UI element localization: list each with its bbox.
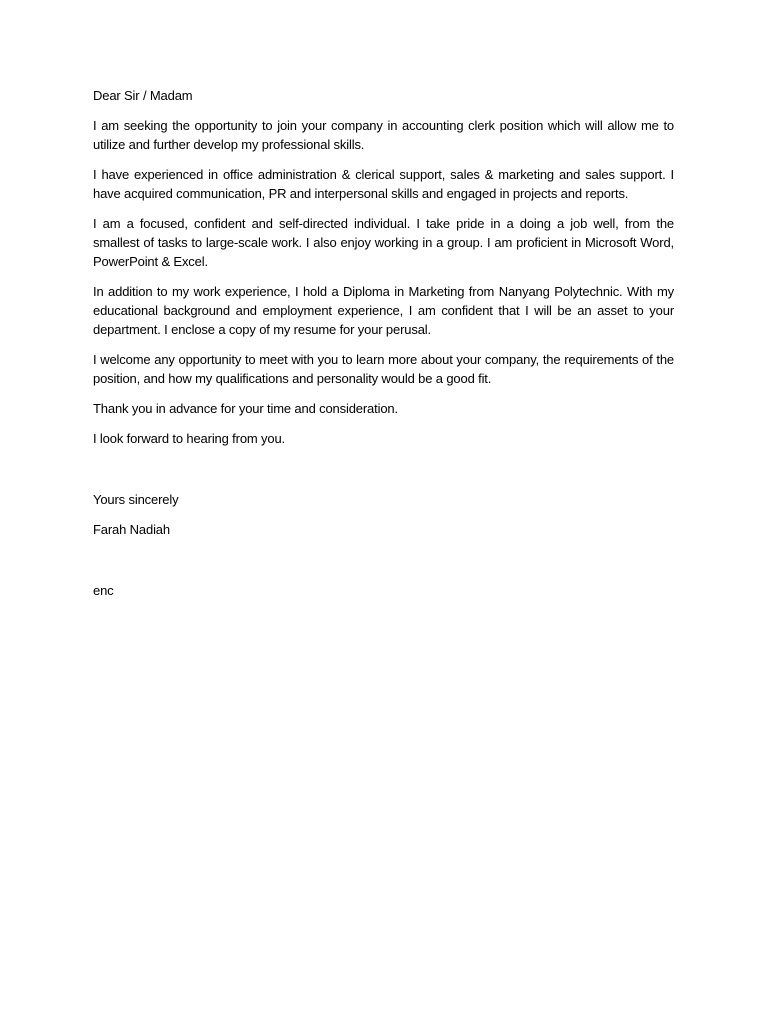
- paragraph-thanks: Thank you in advance for your time and consideration.: [93, 401, 398, 416]
- paragraph-meeting: I welcome any opportunity to meet with you to learn more about your company, the requirements of the position, and how my qualifications and personality would be a good fit.: [93, 352, 674, 386]
- spacer: [93, 459, 674, 490]
- spacer: [93, 550, 674, 581]
- closing: Yours sincerely: [93, 492, 179, 507]
- paragraph-objective: I am seeking the opportunity to join your company in accounting clerk position which will allow me to utilize and further develop my professional skills.: [93, 118, 674, 152]
- paragraph-education: In addition to my work experience, I hold a Diploma in Marketing from Nanyang Polytechnic. With my educational background and employment experience, I am confident that I will be an asset to your department. I enclose a copy of my resume for your perusal.: [93, 284, 674, 337]
- signature-name: Farah Nadiah: [93, 522, 170, 537]
- paragraph-look-forward: I look forward to hearing from you.: [93, 431, 286, 446]
- salutation: Dear Sir / Madam: [93, 88, 193, 103]
- paragraph-experience: I have experienced in office administration & clerical support, sales & marketing and sales support. I have acquired communication, PR and interpersonal skills and engaged in projects and reports.: [93, 167, 674, 201]
- paragraph-personal-qualities: I am a focused, confident and self-directed individual. I take pride in a doing a job well, from the smallest of tasks to large-scale work. I also enjoy working in a group. I am proficient in Microsoft Word, PowerPoint & Excel.: [93, 216, 674, 269]
- letter-body: [93, 86, 674, 611]
- enclosure-note: enc: [93, 583, 114, 598]
